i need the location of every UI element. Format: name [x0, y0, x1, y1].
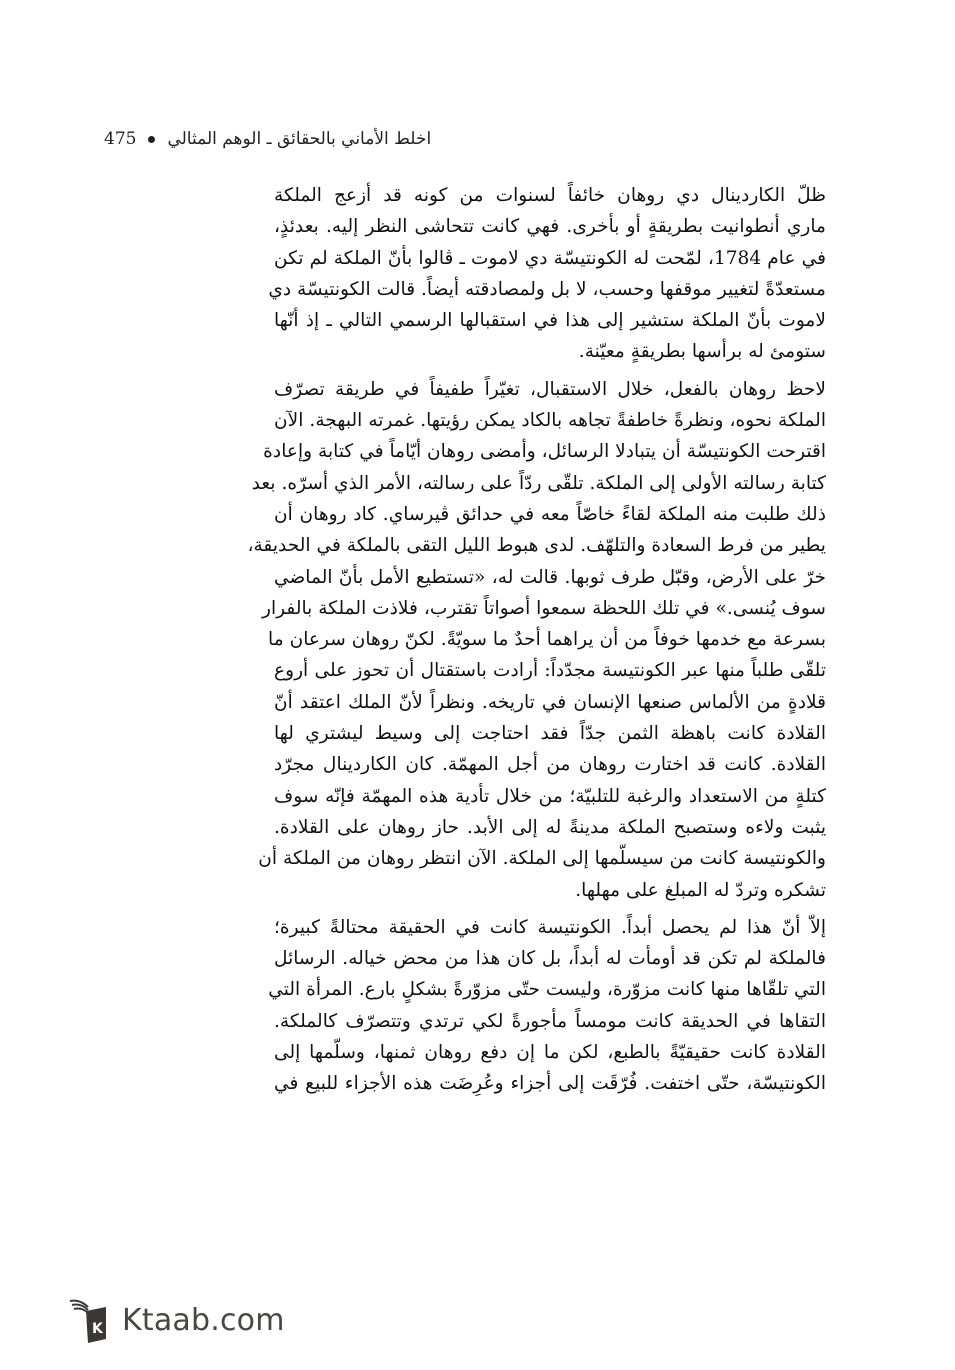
text-line: كتابة رسالته الأولى إلى الملكة. تلقّى ردّاً على رسالته، الأمر الذي أسرّه. بعد	[251, 472, 826, 494]
text-line: الكونتيسّة، حتّى اختفت. فُرّقَت إلى أجزاء وعُرِضَت هذه الأجزاء للبيع في	[274, 1073, 826, 1095]
text-line: لاحظ روهان بالفعل، خلال الاستقبال، تغيّراً طفيفاً في طريقة تصرّف	[274, 378, 826, 400]
logo-text: Ktaab.com	[122, 1302, 285, 1338]
text-line: ستومئ له برأسها بطريقةٍ معيّنة.	[578, 341, 826, 363]
text-line: ذلك طلبت منه الملكة لقاءً خاصّاً معه في حدائق ڤيرساي. كاد روهان أن	[274, 503, 826, 525]
text-line: اقترحت الكونتيسّة أن يتبادلا الرسائل، وأمضى روهان أيّاماً في كتابة وإعادة	[263, 441, 826, 463]
text-line: يثبت ولاءه وستصبح الملكة مدينةً له إلى الأبد. حاز روهان على القلادة.	[274, 816, 826, 838]
paragraph-3	[268, 912, 860, 1100]
text-line: فالملكة لم تكن قد أومأت له أبداً، بل كان هذا من محض خياله. الرسائل	[274, 948, 826, 970]
text-line: كتلةٍ من الاستعداد والرغبة للتلبيّة؛ من خلال تأدية هذه المهمّة فإنّه سوف	[274, 785, 826, 807]
text-line: الملكة نحوه، ونظرةً خاطفةً تجاهه بالكاد يمكن رؤيتها. غمرته البهجة. الآن	[274, 410, 826, 432]
paragraph-2	[247, 374, 860, 906]
text-line: التي تلقّاها منها كانت مزوّرة، وليست حتّى مزوّرةً بشكلٍ بارع. المرأة التي	[268, 979, 826, 1001]
page-header	[104, 122, 484, 156]
bullet-separator	[148, 136, 155, 143]
body-text	[247, 180, 860, 1106]
page-number: 475	[104, 129, 137, 149]
text-line: لاموت بأنّ الملكة ستشير إلى هذا في استقبالها الرسمي التالي ـ إذ أنّها	[274, 310, 826, 332]
ktaab-logo[interactable]	[62, 1290, 285, 1350]
text-line: في عام 1784، لمّحت له الكونتيسّة دي لاموت ـ ڤالوا بأنّ الملكة لم تكن	[274, 247, 826, 269]
text-line: مستعدّةً لتغيير موقفها وحسب، لا بل ولمصادقته أيضاً. قالت الكونتيسّة دي	[268, 278, 826, 300]
logo-letter: K	[92, 1321, 103, 1337]
text-line: القلادة كانت حقيقيّةً بالطبع، لكن ما إن دفع روهان ثمنها، وسلّمها إلى	[274, 1042, 826, 1064]
text-line: القلادة. كانت قد اختارت روهان من أجل المهمّة. كان الكاردينال مجرّد	[274, 754, 826, 776]
open-book-icon	[62, 1295, 114, 1345]
text-line: ماري أنطوانيت بطريقةٍ أو بأخرى. فهي كانت تتحاشى النظر إليه. بعدئذٍ،	[274, 216, 826, 238]
text-line: إلاّ أنّ هذا لم يحصل أبداً. الكونتيسة كانت في الحقيقة محتالةً كبيرة؛	[274, 916, 826, 938]
text-line: خرّ على الأرض، وقبّل طرف ثوبها. قالت له، «تستطيع الأمل بأنّ الماضي	[274, 566, 826, 588]
text-line: يطير من فرط السعادة والتلهّف. لدى هبوط الليل التقى بالملكة في الحديقة،	[247, 535, 826, 557]
text-line: سوف يُنسى.» في تلك اللحظة سمعوا أصواتاً تقترب، فلاذت الملكة بالفرار	[262, 597, 826, 619]
text-line: تشكره وتردّ له المبلغ على مهلها.	[575, 879, 826, 901]
running-title: اخلط الأماني بالحقائق ـ الوهم المثالي	[167, 129, 432, 149]
text-line: القلادة كانت باهظة الثمن جدّاً فقد احتاجت إلى وسيط ليشتري لها	[274, 723, 826, 745]
text-line: التقاها في الحديقة كانت مومساً مأجورةً لكي ترتدي وتتصرّف كالملكة.	[274, 1010, 826, 1032]
paragraph-1	[268, 180, 860, 368]
text-line: قلادةٍ من الألماس صنعها الإنسان في تاريخه. ونظراً لأنّ الملك اعتقد أنّ	[274, 691, 826, 713]
text-line: تلقّى طلباً منها عبر الكونتيسة مجدّداً: أرادت باستقتال أن تحوز على أروع	[274, 660, 826, 682]
text-line: ظلّ الكاردينال دي روهان خائفاً لسنوات من كونه قد أزعج الملكة	[274, 185, 826, 206]
text-line: والكونتيسة كانت من سيسلّمها إلى الملكة. الآن انتظر روهان من الملكة أن	[258, 848, 826, 870]
text-line: بسرعة مع خدمها خوفاً من أن يراهما أحدٌ ما سويّةً. لكنّ روهان سرعان ما	[268, 629, 826, 651]
